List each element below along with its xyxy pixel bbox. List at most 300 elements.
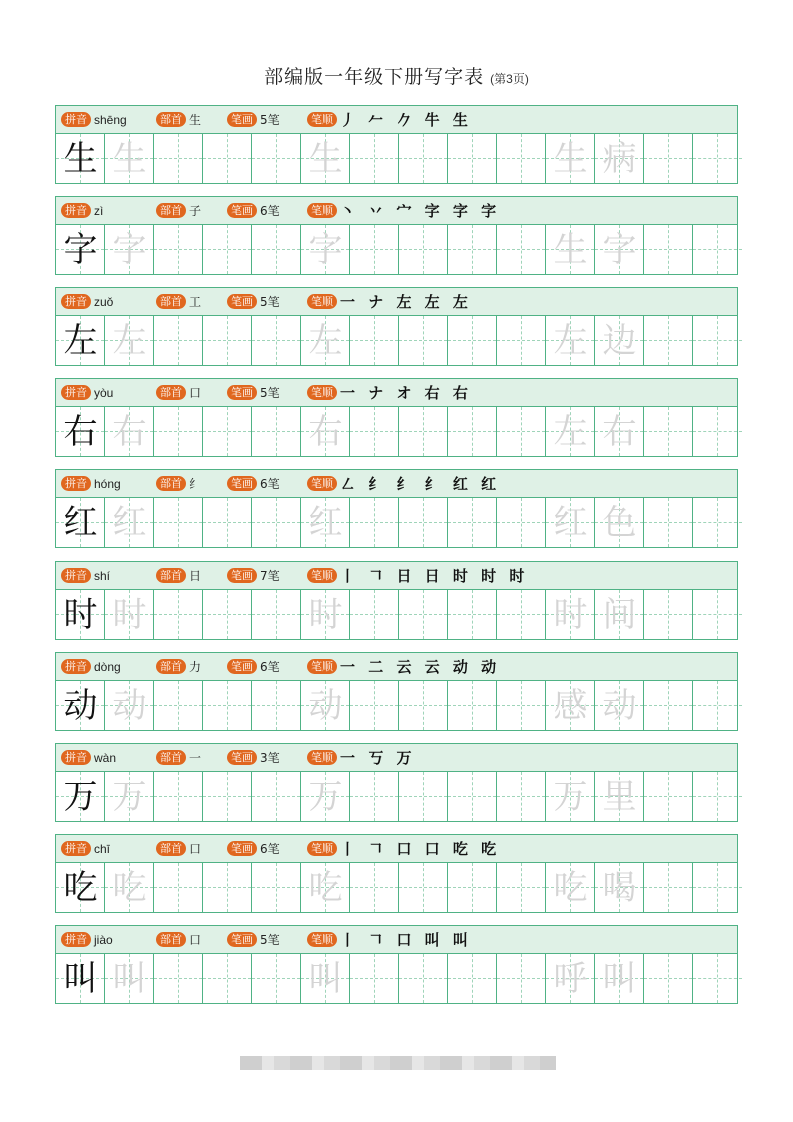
page-title bbox=[0, 62, 793, 89]
tianzige-cell bbox=[301, 407, 350, 456]
trace-character: 吃 bbox=[112, 867, 147, 908]
model-character: 吃 bbox=[63, 867, 98, 908]
tianzige-cell bbox=[252, 590, 301, 639]
tianzige-cell bbox=[448, 681, 497, 730]
strokes-field bbox=[227, 106, 280, 133]
order-badge: 笔顺 bbox=[307, 294, 337, 309]
tianzige-cell bbox=[252, 863, 301, 912]
tianzige-cell bbox=[546, 681, 595, 730]
tianzige-cell bbox=[448, 498, 497, 547]
radical-badge: 部首 bbox=[156, 476, 186, 491]
tianzige-cell bbox=[595, 134, 644, 183]
strokes-field bbox=[227, 835, 280, 862]
trace-character: 叫 bbox=[308, 958, 343, 999]
tianzige-cell bbox=[595, 681, 644, 730]
tianzige-cell bbox=[595, 954, 644, 1003]
tianzige-cell bbox=[448, 863, 497, 912]
tianzige-cell bbox=[399, 225, 448, 274]
strokes-value: 6笔 bbox=[260, 660, 280, 674]
strokes-badge: 笔画 bbox=[227, 750, 257, 765]
tianzige-cell bbox=[546, 407, 595, 456]
order-value: 一 ナ 左 左 左 bbox=[340, 293, 472, 311]
model-character: 叫 bbox=[63, 958, 98, 999]
pinyin-field bbox=[61, 288, 113, 315]
radical-value: 生 bbox=[189, 113, 202, 127]
tianzige-cell bbox=[497, 134, 546, 183]
pinyin-field bbox=[61, 926, 113, 953]
pinyin-value: zì bbox=[94, 203, 104, 218]
tianzige-cell bbox=[350, 134, 399, 183]
pinyin-badge: 拼音 bbox=[61, 294, 91, 309]
word-trace-character: 病 bbox=[602, 138, 637, 179]
tianzige-cell bbox=[56, 863, 105, 912]
pinyin-badge: 拼音 bbox=[61, 750, 91, 765]
tianzige-cell bbox=[399, 407, 448, 456]
strokes-field bbox=[227, 288, 280, 315]
tianzige-cell bbox=[56, 316, 105, 365]
tianzige-cell bbox=[350, 498, 399, 547]
tianzige-cell bbox=[546, 954, 595, 1003]
order-badge: 笔顺 bbox=[307, 476, 337, 491]
tianzige-cell bbox=[546, 134, 595, 183]
model-character: 动 bbox=[63, 685, 98, 726]
strokes-badge: 笔画 bbox=[227, 385, 257, 400]
character-info-header bbox=[56, 288, 737, 316]
radical-badge: 部首 bbox=[156, 659, 186, 674]
strokes-badge: 笔画 bbox=[227, 112, 257, 127]
trace-character: 时 bbox=[112, 594, 147, 635]
tianzige-cell bbox=[301, 590, 350, 639]
order-badge: 笔顺 bbox=[307, 203, 337, 218]
tianzige-cell bbox=[203, 498, 252, 547]
tianzige-cell bbox=[56, 681, 105, 730]
trace-character: 叫 bbox=[112, 958, 147, 999]
strokes-value: 3笔 bbox=[260, 751, 280, 765]
tianzige-cell bbox=[693, 772, 742, 821]
order-value: 丿 𠂉 𠂊 牛 生 bbox=[340, 111, 472, 129]
character-info-header bbox=[56, 470, 737, 498]
radical-value: 日 bbox=[189, 569, 202, 583]
tianzige-cell bbox=[399, 954, 448, 1003]
strokes-value: 5笔 bbox=[260, 113, 280, 127]
trace-character: 万 bbox=[308, 776, 343, 817]
tianzige-cell bbox=[644, 316, 693, 365]
character-block bbox=[55, 925, 738, 1004]
order-value: 一 ナ オ 右 右 bbox=[340, 384, 472, 402]
strokes-value: 6笔 bbox=[260, 842, 280, 856]
tianzige-cell bbox=[644, 863, 693, 912]
tianzige-cell bbox=[301, 681, 350, 730]
character-block bbox=[55, 743, 738, 822]
character-info-header bbox=[56, 744, 737, 772]
tianzige-cell bbox=[350, 316, 399, 365]
tianzige-cell bbox=[644, 407, 693, 456]
pinyin-value: yòu bbox=[94, 385, 114, 400]
tianzige-cell bbox=[154, 407, 203, 456]
tianzige-cell bbox=[693, 590, 742, 639]
order-badge: 笔顺 bbox=[307, 932, 337, 947]
trace-character: 字 bbox=[308, 229, 343, 270]
order-value: 一 二 云 云 动 动 bbox=[340, 658, 501, 676]
tianzige-cell bbox=[105, 134, 154, 183]
radical-field bbox=[156, 562, 201, 589]
radical-value: 口 bbox=[189, 933, 202, 947]
strokes-field bbox=[227, 470, 280, 497]
tianzige-cell bbox=[644, 498, 693, 547]
character-info-header bbox=[56, 653, 737, 681]
order-value: ㇜ 纟 纟 纟 红 红 bbox=[340, 475, 501, 493]
tianzige-cell bbox=[595, 590, 644, 639]
tianzige-cell bbox=[546, 316, 595, 365]
trace-character: 左 bbox=[112, 320, 147, 361]
character-info-header bbox=[56, 926, 737, 954]
tianzige-cell bbox=[693, 498, 742, 547]
pinyin-badge: 拼音 bbox=[61, 932, 91, 947]
trace-character: 右 bbox=[308, 411, 343, 452]
tianzige-cell bbox=[448, 590, 497, 639]
word-trace-character: 呼 bbox=[553, 958, 588, 999]
order-badge: 笔顺 bbox=[307, 841, 337, 856]
character-block bbox=[55, 834, 738, 913]
character-block bbox=[55, 652, 738, 731]
tianzige-cell bbox=[252, 134, 301, 183]
pinyin-badge: 拼音 bbox=[61, 568, 91, 583]
radical-badge: 部首 bbox=[156, 750, 186, 765]
tianzige-cell bbox=[399, 316, 448, 365]
strokes-value: 5笔 bbox=[260, 386, 280, 400]
practice-grid bbox=[56, 316, 737, 365]
pinyin-value: wàn bbox=[94, 750, 117, 765]
word-trace-character: 叫 bbox=[602, 958, 637, 999]
tianzige-cell bbox=[644, 681, 693, 730]
character-block bbox=[55, 287, 738, 366]
strokes-badge: 笔画 bbox=[227, 294, 257, 309]
tianzige-cell bbox=[350, 590, 399, 639]
tianzige-cell bbox=[350, 954, 399, 1003]
pinyin-field bbox=[61, 835, 110, 862]
tianzige-cell bbox=[497, 225, 546, 274]
tianzige-cell bbox=[350, 681, 399, 730]
radical-badge: 部首 bbox=[156, 568, 186, 583]
strokes-field bbox=[227, 562, 280, 589]
practice-grid bbox=[56, 407, 737, 456]
strokes-badge: 笔画 bbox=[227, 568, 257, 583]
practice-grid bbox=[56, 134, 737, 183]
trace-character: 生 bbox=[308, 138, 343, 179]
tianzige-cell bbox=[203, 225, 252, 274]
tianzige-cell bbox=[56, 590, 105, 639]
character-info-header bbox=[56, 197, 737, 225]
practice-grid bbox=[56, 954, 737, 1003]
tianzige-cell bbox=[252, 316, 301, 365]
tianzige-cell bbox=[154, 498, 203, 547]
strokes-field bbox=[227, 744, 280, 771]
tianzige-cell bbox=[105, 772, 154, 821]
order-field bbox=[307, 653, 500, 680]
character-info-header bbox=[56, 562, 737, 590]
strokes-badge: 笔画 bbox=[227, 932, 257, 947]
tianzige-cell bbox=[203, 954, 252, 1003]
strokes-value: 7笔 bbox=[260, 569, 280, 583]
tianzige-cell bbox=[105, 863, 154, 912]
tianzige-cell bbox=[644, 954, 693, 1003]
tianzige-cell bbox=[350, 407, 399, 456]
tianzige-cell bbox=[546, 772, 595, 821]
tianzige-cell bbox=[301, 316, 350, 365]
tianzige-cell bbox=[644, 590, 693, 639]
tianzige-cell bbox=[595, 407, 644, 456]
order-value: 一 丂 万 bbox=[340, 749, 416, 767]
order-field bbox=[307, 197, 500, 224]
practice-grid bbox=[56, 498, 737, 547]
tianzige-cell bbox=[154, 134, 203, 183]
tianzige-cell bbox=[105, 954, 154, 1003]
tianzige-cell bbox=[154, 590, 203, 639]
word-trace-character: 左 bbox=[553, 411, 588, 452]
pinyin-badge: 拼音 bbox=[61, 385, 91, 400]
trace-character: 动 bbox=[112, 685, 147, 726]
tianzige-cell bbox=[56, 134, 105, 183]
strokes-badge: 笔画 bbox=[227, 203, 257, 218]
tianzige-cell bbox=[154, 863, 203, 912]
order-field bbox=[307, 926, 472, 953]
tianzige-cell bbox=[644, 225, 693, 274]
word-trace-character: 感 bbox=[553, 685, 588, 726]
tianzige-cell bbox=[105, 498, 154, 547]
radical-field bbox=[156, 835, 201, 862]
tianzige-cell bbox=[497, 681, 546, 730]
pinyin-field bbox=[61, 744, 116, 771]
character-block bbox=[55, 561, 738, 640]
radical-value: 口 bbox=[189, 842, 202, 856]
tianzige-cell bbox=[399, 134, 448, 183]
tianzige-cell bbox=[497, 316, 546, 365]
tianzige-cell bbox=[399, 681, 448, 730]
tianzige-cell bbox=[644, 134, 693, 183]
character-block bbox=[55, 105, 738, 184]
pinyin-value: chī bbox=[94, 841, 111, 856]
pinyin-field bbox=[61, 106, 127, 133]
radical-value: 子 bbox=[189, 204, 202, 218]
character-info-header bbox=[56, 835, 737, 863]
character-block bbox=[55, 196, 738, 275]
tianzige-cell bbox=[203, 772, 252, 821]
radical-value: 纟 bbox=[189, 477, 202, 491]
pinyin-field bbox=[61, 197, 103, 224]
tianzige-cell bbox=[448, 407, 497, 456]
strokes-value: 6笔 bbox=[260, 204, 280, 218]
tianzige-cell bbox=[56, 772, 105, 821]
trace-character: 万 bbox=[112, 776, 147, 817]
tianzige-cell bbox=[595, 225, 644, 274]
model-character: 时 bbox=[63, 594, 98, 635]
order-field bbox=[307, 470, 500, 497]
tianzige-cell bbox=[595, 498, 644, 547]
radical-badge: 部首 bbox=[156, 294, 186, 309]
word-trace-character: 字 bbox=[602, 229, 637, 270]
radical-field bbox=[156, 926, 201, 953]
radical-field bbox=[156, 744, 201, 771]
radical-field bbox=[156, 653, 201, 680]
page-number: (第3页) bbox=[490, 72, 529, 86]
title-text: 部编版一年级下册写字表 bbox=[264, 66, 485, 88]
strokes-field bbox=[227, 379, 280, 406]
word-trace-character: 生 bbox=[553, 229, 588, 270]
radical-field bbox=[156, 379, 201, 406]
order-field bbox=[307, 835, 500, 862]
strokes-field bbox=[227, 197, 280, 224]
strokes-badge: 笔画 bbox=[227, 841, 257, 856]
order-badge: 笔顺 bbox=[307, 112, 337, 127]
pinyin-value: hóng bbox=[94, 476, 121, 491]
tianzige-cell bbox=[105, 681, 154, 730]
radical-value: 口 bbox=[189, 386, 202, 400]
tianzige-cell bbox=[497, 407, 546, 456]
tianzige-cell bbox=[105, 316, 154, 365]
order-field bbox=[307, 379, 472, 406]
radical-field bbox=[156, 470, 201, 497]
tianzige-cell bbox=[105, 407, 154, 456]
tianzige-cell bbox=[497, 863, 546, 912]
tianzige-cell bbox=[56, 498, 105, 547]
tianzige-cell bbox=[399, 590, 448, 639]
tianzige-cell bbox=[203, 407, 252, 456]
strokes-field bbox=[227, 653, 280, 680]
strokes-field bbox=[227, 926, 280, 953]
tianzige-cell bbox=[154, 681, 203, 730]
tianzige-cell bbox=[497, 772, 546, 821]
tianzige-cell bbox=[546, 863, 595, 912]
order-badge: 笔顺 bbox=[307, 659, 337, 674]
tianzige-cell bbox=[546, 498, 595, 547]
character-info-header bbox=[56, 106, 737, 134]
tianzige-cell bbox=[448, 134, 497, 183]
tianzige-cell bbox=[399, 498, 448, 547]
word-trace-character: 间 bbox=[602, 594, 637, 635]
tianzige-cell bbox=[301, 772, 350, 821]
pinyin-badge: 拼音 bbox=[61, 841, 91, 856]
tianzige-cell bbox=[252, 498, 301, 547]
practice-grid bbox=[56, 590, 737, 639]
word-trace-character: 右 bbox=[602, 411, 637, 452]
tianzige-cell bbox=[350, 225, 399, 274]
word-trace-character: 万 bbox=[553, 776, 588, 817]
radical-badge: 部首 bbox=[156, 385, 186, 400]
trace-character: 红 bbox=[308, 502, 343, 543]
tianzige-cell bbox=[399, 772, 448, 821]
model-character: 右 bbox=[63, 411, 98, 452]
radical-badge: 部首 bbox=[156, 203, 186, 218]
strokes-value: 6笔 bbox=[260, 477, 280, 491]
order-field bbox=[307, 562, 528, 589]
tianzige-cell bbox=[693, 225, 742, 274]
tianzige-cell bbox=[301, 225, 350, 274]
order-field bbox=[307, 744, 415, 771]
tianzige-cell bbox=[693, 681, 742, 730]
tianzige-cell bbox=[154, 316, 203, 365]
pinyin-value: dòng bbox=[94, 659, 121, 674]
pinyin-field bbox=[61, 653, 121, 680]
radical-field bbox=[156, 106, 201, 133]
pinyin-field bbox=[61, 379, 113, 406]
tianzige-cell bbox=[595, 863, 644, 912]
character-block bbox=[55, 378, 738, 457]
tianzige-cell bbox=[252, 772, 301, 821]
trace-character: 生 bbox=[112, 138, 147, 179]
radical-value: 工 bbox=[189, 295, 202, 309]
model-character: 字 bbox=[63, 229, 98, 270]
tianzige-cell bbox=[252, 954, 301, 1003]
blurred-watermark bbox=[240, 1056, 556, 1070]
tianzige-cell bbox=[546, 225, 595, 274]
practice-grid bbox=[56, 225, 737, 274]
tianzige-cell bbox=[56, 954, 105, 1003]
word-trace-character: 色 bbox=[602, 502, 637, 543]
tianzige-cell bbox=[301, 134, 350, 183]
tianzige-cell bbox=[350, 863, 399, 912]
tianzige-cell bbox=[252, 681, 301, 730]
strokes-value: 5笔 bbox=[260, 295, 280, 309]
radical-badge: 部首 bbox=[156, 932, 186, 947]
strokes-value: 5笔 bbox=[260, 933, 280, 947]
tianzige-cell bbox=[56, 407, 105, 456]
strokes-badge: 笔画 bbox=[227, 659, 257, 674]
tianzige-cell bbox=[448, 772, 497, 821]
practice-grid bbox=[56, 772, 737, 821]
tianzige-cell bbox=[448, 954, 497, 1003]
word-trace-character: 左 bbox=[553, 320, 588, 361]
pinyin-value: shēng bbox=[94, 112, 127, 127]
tianzige-cell bbox=[595, 772, 644, 821]
pinyin-badge: 拼音 bbox=[61, 112, 91, 127]
tianzige-cell bbox=[203, 681, 252, 730]
word-trace-character: 里 bbox=[602, 776, 637, 817]
character-info-header bbox=[56, 379, 737, 407]
trace-character: 时 bbox=[308, 594, 343, 635]
order-value: 丨 𠃍 口 口 吃 吃 bbox=[340, 840, 501, 858]
model-character: 红 bbox=[63, 502, 98, 543]
word-trace-character: 吃 bbox=[553, 867, 588, 908]
tianzige-cell bbox=[154, 772, 203, 821]
pinyin-badge: 拼音 bbox=[61, 476, 91, 491]
character-block bbox=[55, 469, 738, 548]
practice-grid bbox=[56, 681, 737, 730]
trace-character: 左 bbox=[308, 320, 343, 361]
word-trace-character: 喝 bbox=[602, 867, 637, 908]
order-badge: 笔顺 bbox=[307, 568, 337, 583]
pinyin-value: zuǒ bbox=[94, 294, 114, 309]
tianzige-cell bbox=[154, 954, 203, 1003]
tianzige-cell bbox=[644, 772, 693, 821]
pinyin-value: shí bbox=[94, 568, 111, 583]
tianzige-cell bbox=[448, 225, 497, 274]
tianzige-cell bbox=[203, 134, 252, 183]
order-badge: 笔顺 bbox=[307, 750, 337, 765]
tianzige-cell bbox=[350, 772, 399, 821]
tianzige-cell bbox=[693, 407, 742, 456]
word-trace-character: 边 bbox=[602, 320, 637, 361]
order-field bbox=[307, 106, 472, 133]
trace-character: 红 bbox=[112, 502, 147, 543]
order-value: 丨 𠃍 日 日 时 时 时 bbox=[340, 567, 529, 585]
radical-field bbox=[156, 288, 201, 315]
tianzige-cell bbox=[252, 225, 301, 274]
tianzige-cell bbox=[154, 225, 203, 274]
pinyin-field bbox=[61, 470, 121, 497]
strokes-badge: 笔画 bbox=[227, 476, 257, 491]
tianzige-cell bbox=[105, 225, 154, 274]
trace-character: 吃 bbox=[308, 867, 343, 908]
